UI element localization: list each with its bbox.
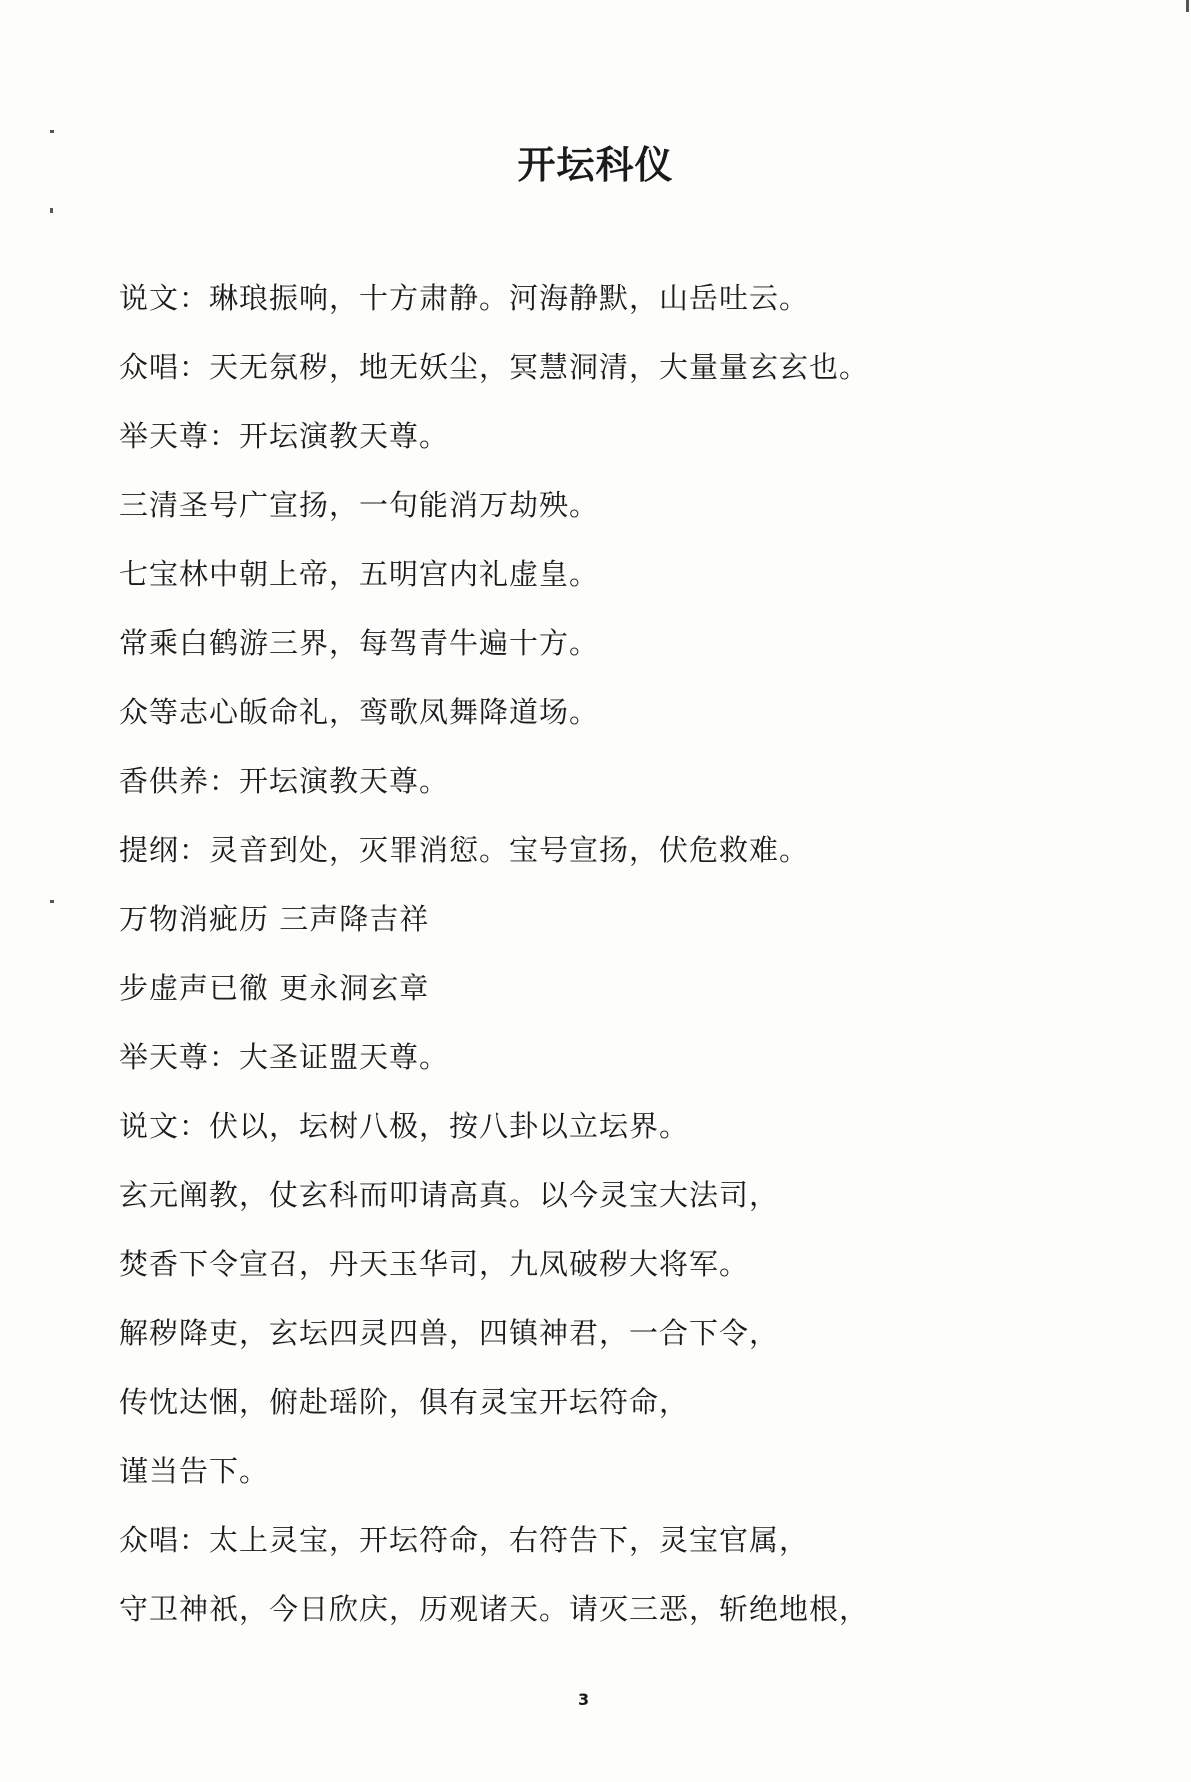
page-title: 开坛科仪 — [517, 143, 674, 187]
text-line: 三清圣号广宣扬，一句能消万劫殃。 — [119, 488, 600, 522]
text-line: 说文：伏以，坛树八极，按八卦以立坛界。 — [119, 1109, 690, 1143]
text-line: 众唱：太上灵宝，开坛符命，右符告下，灵宝官属， — [119, 1523, 810, 1557]
text-line: 举天尊：开坛演教天尊。 — [119, 419, 450, 453]
text-line: 守卫神祇，今日欣庆，历观诸天。请灭三恶，斩绝地根， — [119, 1592, 870, 1626]
text-line: 常乘白鹤游三界，每驾青牛遍十方。 — [119, 626, 600, 660]
text-line: 焚香下令宣召，丹天玉华司，九凤破秽大将军。 — [119, 1247, 750, 1281]
text-line: 步虚声已徹 更永洞玄章 — [119, 971, 430, 1005]
text-line: 众等志心皈命礼，鸾歌凤舞降道场。 — [119, 695, 600, 729]
text-line: 传忱达悃，俯赴瑶阶，俱有灵宝开坛符命， — [119, 1385, 690, 1419]
scan-mark — [50, 130, 54, 133]
text-line: 提纲：灵音到处，灭罪消愆。宝号宣扬，伏危救难。 — [119, 833, 810, 867]
scan-mark — [50, 900, 54, 903]
scan-mark — [1186, 0, 1189, 12]
text-line: 万物消疵历 三声降吉祥 — [119, 902, 430, 936]
text-line: 玄元阐教，仗玄科而叩请高真。以今灵宝大法司， — [119, 1178, 780, 1212]
text-line: 七宝林中朝上帝，五明宫内礼虚皇。 — [119, 557, 600, 591]
text-line: 解秽降吏，玄坛四灵四兽，四镇神君，一合下令， — [119, 1316, 780, 1350]
scan-mark — [50, 208, 53, 213]
document-body — [119, 264, 939, 1644]
text-line: 举天尊：大圣证盟天尊。 — [119, 1040, 450, 1074]
text-line: 谨当告下。 — [119, 1454, 270, 1488]
text-line: 说文：琳琅振响，十方肃静。河海静默，山岳吐云。 — [119, 281, 810, 315]
page-number: 3 — [578, 1690, 590, 1709]
text-line: 众唱：天无氛秽，地无妖尘，冥慧洞清，大量量玄玄也。 — [119, 350, 870, 384]
text-line: 香供养：开坛演教天尊。 — [119, 764, 450, 798]
